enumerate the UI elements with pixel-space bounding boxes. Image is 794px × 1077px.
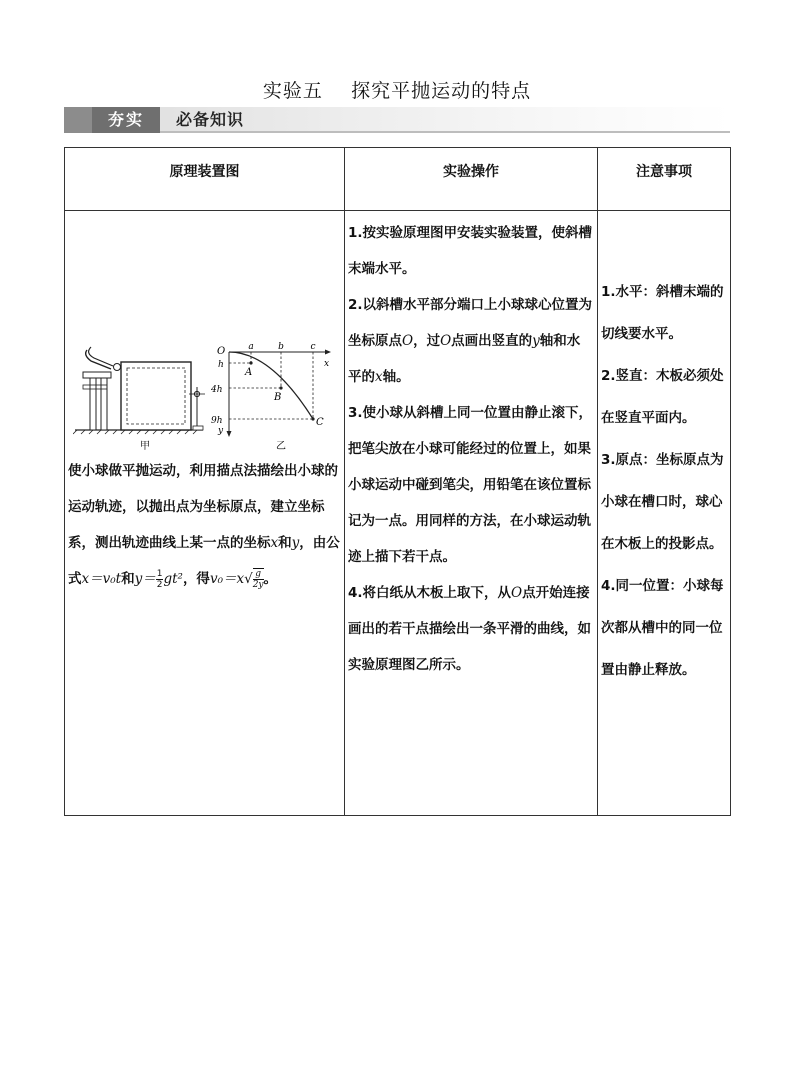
fraction-half-den: 2 bbox=[156, 579, 163, 590]
step-2-y: y bbox=[532, 333, 540, 349]
step-2-origin-1: O bbox=[402, 333, 414, 349]
operation-step-4 bbox=[348, 575, 593, 683]
label-yi: 乙 bbox=[276, 441, 286, 452]
notes-text bbox=[598, 211, 730, 691]
label-jia: 甲 bbox=[140, 441, 150, 452]
operations-cell bbox=[345, 211, 598, 816]
equation-y-lhs: y＝ bbox=[134, 571, 156, 587]
experiment-table bbox=[64, 147, 731, 816]
point-C-label: C bbox=[316, 417, 324, 428]
sqrt-den: 2y bbox=[252, 580, 264, 590]
x-tick-a: a bbox=[248, 342, 254, 352]
header-operations: 实验操作 bbox=[345, 148, 598, 211]
step-2-part-b: ，过 bbox=[413, 333, 441, 349]
sqrt-fraction bbox=[253, 568, 264, 590]
axis-origin-label: O bbox=[217, 346, 226, 357]
x-tick-b: b bbox=[278, 342, 284, 352]
header-principle: 原理装置图 bbox=[65, 148, 345, 211]
axis-x-label: x bbox=[324, 359, 330, 369]
header-notes: 注意事项 bbox=[598, 148, 731, 211]
step-2-part-a: 2.以斜槽水平部分端口上小球球心位置为坐标原点 bbox=[348, 297, 593, 349]
principle-p3: ，得 bbox=[182, 571, 210, 587]
sqrt-sign: √ bbox=[244, 571, 253, 587]
note-1: 1.水平：斜槽末端的切线要水平。 bbox=[601, 284, 724, 342]
word-and-2: 和 bbox=[121, 571, 135, 587]
principle-text bbox=[65, 453, 344, 597]
principle-p2: ，由公式 bbox=[68, 535, 340, 587]
operations-text bbox=[345, 211, 597, 683]
banner-tag: 夯实 bbox=[92, 107, 160, 133]
point-A-label: A bbox=[245, 367, 253, 378]
point-B-label: B bbox=[274, 392, 282, 403]
y-tick-h: h bbox=[218, 360, 224, 370]
section-banner bbox=[64, 107, 730, 133]
step-2-x: x bbox=[375, 369, 383, 385]
equation-x: x＝v₀t bbox=[81, 571, 122, 587]
note-3: 3.原点：坐标原点为小球在槽口时，球心在木板上的投影点。 bbox=[601, 452, 724, 552]
step-4-origin: O bbox=[511, 585, 523, 601]
banner-background bbox=[64, 107, 730, 133]
var-y: y bbox=[291, 535, 300, 551]
banner-label: 必备知识 bbox=[176, 110, 245, 129]
operation-step-3: 3.使小球从斜槽上同一位置由静止滚下，把笔尖放在小球可能经过的位置上，如果小球运动中碰到笔尖，用铅笔在该位置标记为一点。用同样的方法，在小球运动轨迹上描下若干点。 bbox=[348, 405, 593, 565]
page-title: 实验五 探究平抛运动的特点 bbox=[262, 80, 532, 102]
step-2-part-e: 轴。 bbox=[382, 369, 410, 385]
fraction-half-num: 1 bbox=[156, 568, 163, 579]
experiment-diagram bbox=[73, 339, 337, 453]
var-x: x bbox=[270, 535, 279, 551]
word-and: 和 bbox=[278, 535, 292, 551]
banner-accent bbox=[64, 107, 92, 133]
step-4-part-a: 4.将白纸从木板上取下，从 bbox=[348, 585, 512, 601]
sqrt-num: g bbox=[253, 569, 264, 580]
operation-step-1: 1.按实验原理图甲安装实验装置，使斜槽末端水平。 bbox=[348, 225, 593, 277]
principle-p4: 。 bbox=[263, 571, 278, 587]
notes-cell bbox=[598, 211, 731, 816]
y-tick-9h: 9h bbox=[211, 416, 223, 426]
operation-step-2 bbox=[348, 287, 593, 395]
step-2-part-d: 轴和水平的 bbox=[348, 333, 581, 385]
axis-y-label: y bbox=[218, 426, 224, 436]
step-2-part-c: 点画出竖直的 bbox=[451, 333, 533, 349]
x-tick-c: c bbox=[310, 342, 316, 352]
equation-v0: v₀＝x bbox=[209, 571, 245, 587]
y-tick-4h: 4h bbox=[211, 385, 223, 395]
equation-y-rhs: gt² bbox=[163, 571, 183, 587]
step-2-origin-2: O bbox=[440, 333, 452, 349]
banner-underline bbox=[160, 131, 730, 133]
table-body-row bbox=[65, 211, 731, 816]
note-2: 2.竖直：木板必须处在竖直平面内。 bbox=[601, 368, 724, 426]
principle-p1: 使小球做平抛运动，利用描点法描绘出小球的运动轨迹，以抛出点为坐标原点，建立坐标系，测出轨迹曲线上某一点的坐标 bbox=[68, 463, 338, 551]
table-header-row bbox=[65, 148, 731, 211]
principle-cell bbox=[65, 211, 345, 816]
step-4-part-b: 点开始连接画出的若干点描绘出一条平滑的曲线，如实验原理图乙所示。 bbox=[348, 585, 591, 673]
note-4: 4.同一位置：小球每次都从槽中的同一位置由静止释放。 bbox=[601, 578, 724, 678]
